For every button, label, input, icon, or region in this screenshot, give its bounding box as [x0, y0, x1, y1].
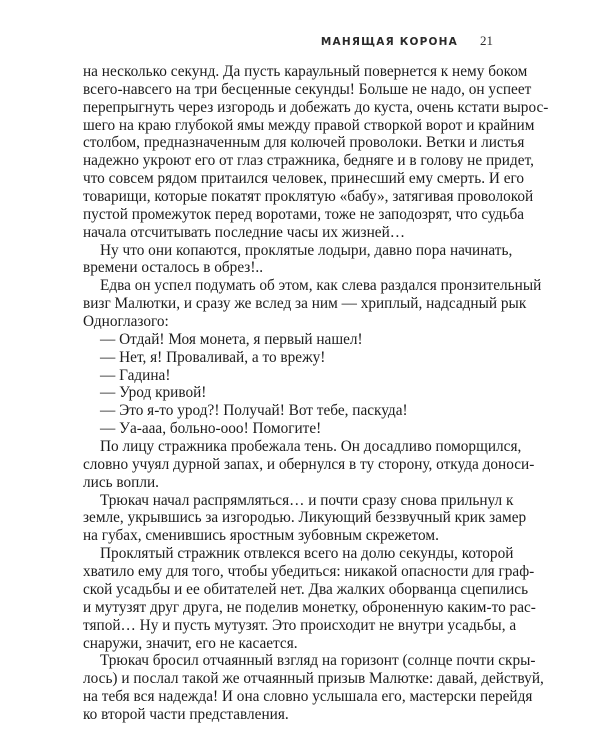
paragraph: [83, 63, 549, 242]
body-text: [83, 63, 549, 724]
text-line: тяпой… Ну и пусть мутузят. Это происходит не внутри усадьбы, а: [83, 616, 517, 634]
text-line: — Уа-ааа, больно-ооо! Помогите!: [100, 420, 322, 438]
text-line: лись вопли.: [83, 473, 160, 491]
text-line: шего на краю глубокой ямы между правой створкой ворот и крайним: [83, 116, 535, 134]
paragraph: [83, 652, 544, 723]
paragraph: [83, 384, 493, 402]
text-line: — Гадина!: [100, 366, 171, 384]
page-number: 21: [480, 33, 493, 48]
paragraph: [83, 491, 527, 546]
paragraph: [83, 367, 493, 385]
text-line: что совсем рядом притаился человек, принесший ему смерть. И его: [83, 170, 525, 188]
paragraph: [83, 545, 536, 652]
paragraph: [83, 438, 535, 492]
text-line: Одноглазого:: [83, 313, 169, 331]
text-line: хватило ему для того, чтобы убедиться: никакой опасности для граф-: [83, 563, 535, 581]
running-title: МАНЯЩАЯ КОРОНА: [320, 36, 458, 48]
text-line: снаружи, значит, его не касается.: [83, 634, 298, 652]
text-line: Проклятый стражник отвлекся всего на долю секунды, которой: [100, 545, 514, 563]
text-line: всего-навсего на три бесценные секунды! Больше не надо, он успеет: [83, 80, 532, 98]
text-line: — Это я-то урод?! Получай! Вот тебе, паскуда!: [100, 402, 408, 420]
paragraph: [83, 277, 542, 331]
text-line: товарищи, которые покатят проклятую «бабу», затягивая проволокой: [83, 188, 534, 206]
text-line: на несколько секунд. Да пусть караульный повернется к нему боком: [83, 63, 528, 80]
text-line: — Урод кривой!: [100, 384, 207, 402]
text-line: лось) и послал такой же отчаянный призыв Малютке: давай, действуй,: [83, 670, 544, 688]
text-line: Трюкач начал распрямляться… и почти сразу снова прильнул к: [100, 491, 514, 509]
text-line: земле, укрывшись за изгородью. Ликующий беззвучный крик замер: [83, 509, 527, 527]
text-line: визг Малютки, и сразу же вслед за ним — хриплый, надсадный рык: [83, 295, 527, 313]
text-line: Едва он успел подумать об этом, как слева раздался пронзительный: [100, 277, 542, 295]
text-line: начала отсчитывать последние часы их жизней…: [83, 223, 406, 241]
paragraph: [83, 420, 493, 438]
paragraph: [83, 402, 493, 420]
text-line: времени осталось в обрез!..: [83, 259, 264, 277]
paragraph: [83, 241, 513, 278]
text-line: словно учуял дурной запах, и обернулся в ту сторону, откуда доноси-: [83, 455, 535, 473]
text-line: надежно укроют его от глаз стражника, бедняге и в голову не придет,: [83, 152, 534, 170]
text-line: — Нет, я! Проваливай, а то врежу!: [100, 348, 326, 366]
text-line: перепрыгнуть через изгородь и добежать до куста, очень кстати вырос-: [83, 98, 549, 116]
text-line: на тебя вся надежда! И она словно услышала его, мастерски перейдя: [83, 688, 533, 706]
text-line: и мутузят друг друга, не поделив монетку, оброненную каким-то рас-: [83, 598, 536, 616]
text-line: — Отдай! Моя монета, я первый нашел!: [100, 330, 363, 348]
running-header: [83, 33, 493, 49]
paragraph: [83, 349, 493, 367]
text-line: на губах, сменившись яростным зубовным скрежетом.: [83, 527, 439, 545]
text-line: пустой промежуток перед воротами, тоже не заподозрят, что судьба: [83, 205, 525, 223]
text-line: ко второй части представления.: [83, 705, 289, 723]
text-line: столбом, предназначенным для колючей проволоки. Ветки и листья: [83, 134, 525, 152]
text-line: По лицу стражника пробежала тень. Он досадливо поморщился,: [100, 438, 522, 456]
text-line: ской усадьбы и ее обитателей нет. Два жалких оборванца сцепились: [83, 580, 529, 598]
paragraph: [83, 331, 493, 349]
text-line: Ну что они копаются, проклятые лодыри, давно пора начинать,: [100, 241, 513, 259]
text-line: Трюкач бросил отчаянный взгляд на горизонт (солнце почти скры-: [100, 652, 536, 670]
